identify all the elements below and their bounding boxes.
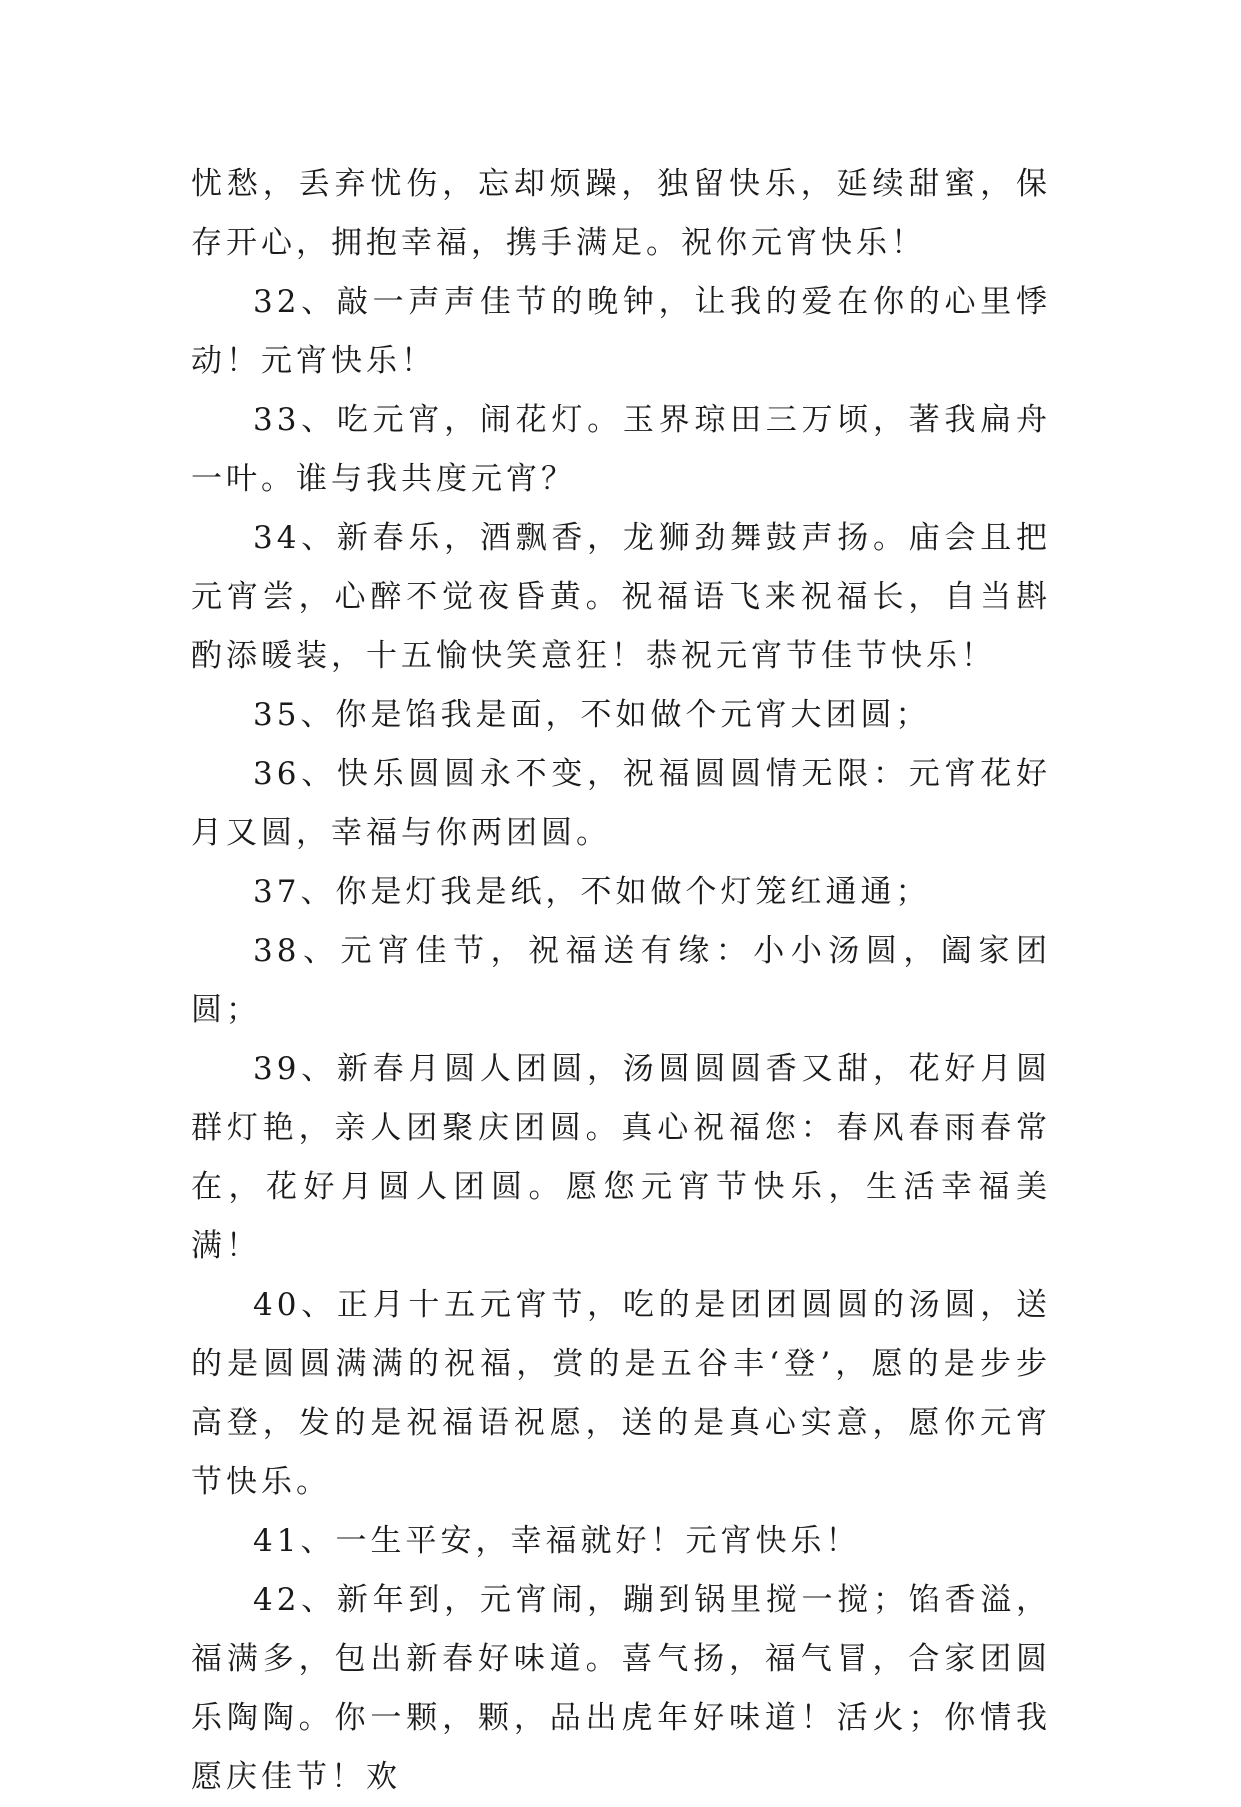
paragraph-34: 34、新春乐，酒飘香，龙狮劲舞鼓声扬。庙会且把元宵尝，心醉不觉夜昏黄。祝福语飞来祝福长，自当斟酌添暖装，十五愉快笑意狂！恭祝元宵节佳节快乐！ xyxy=(191,520,1051,674)
paragraph-39: 39、新春月圆人团圆，汤圆圆圆香又甜，花好月圆群灯艳，亲人团聚庆团圆。真心祝福您：春风春雨春常在，花好月圆人团圆。愿您元宵节快乐，生活幸福美满！ xyxy=(191,1051,1051,1264)
document-body xyxy=(191,155,1051,1807)
paragraph-32: 32、敲一声声佳节的晚钟，让我的爱在你的心里悸动！元宵快乐！ xyxy=(191,284,1051,379)
paragraph-33: 33、吃元宵，闹花灯。玉界琼田三万顷，著我扁舟一叶。谁与我共度元宵？ xyxy=(191,402,1051,497)
paragraph-38: 38、元宵佳节，祝福送有缘：小小汤圆，阖家团圆； xyxy=(191,933,1051,1028)
paragraph-continuation: 忧愁，丢弃忧伤，忘却烦躁，独留快乐，延续甜蜜，保存开心，拥抱幸福，携手满足。祝你元宵快乐！ xyxy=(191,166,1051,261)
paragraph-40: 40、正月十五元宵节，吃的是团团圆圆的汤圆，送的是圆圆满满的祝福，赏的是五谷丰‘登’，愿的是步步高登，发的是祝福语祝愿，送的是真心实意，愿你元宵节快乐。 xyxy=(191,1287,1051,1500)
paragraph-37: 37、你是灯我是纸，不如做个灯笼红通通； xyxy=(253,874,931,910)
paragraph-42: 42、新年到，元宵闹，蹦到锅里搅一搅；馅香溢，福满多，包出新春好味道。喜气扬，福气冒，合家团圆乐陶陶。你一颗，颗，品出虎年好味道！活火；你情我愿庆佳节！欢 xyxy=(191,1582,1051,1795)
paragraph-41: 41、一生平安，幸福就好！元宵快乐！ xyxy=(253,1523,861,1559)
paragraph-35: 35、你是馅我是面，不如做个元宵大团圆； xyxy=(253,697,931,733)
paragraph-36: 36、快乐圆圆永不变，祝福圆圆情无限：元宵花好月又圆，幸福与你两团圆。 xyxy=(191,756,1051,851)
